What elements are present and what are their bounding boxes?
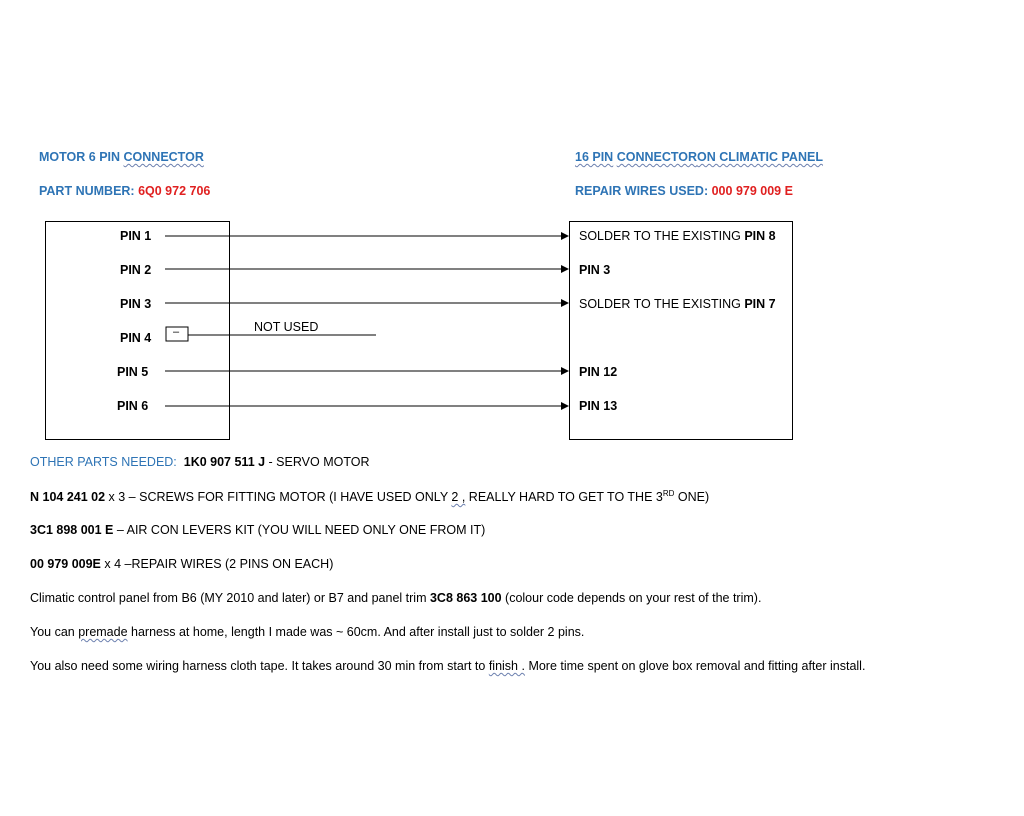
motor-pin-4: PIN 4	[120, 331, 152, 345]
not-used-label: NOT USED	[254, 320, 319, 334]
motor-pin-3: PIN 3	[120, 297, 152, 311]
repair-wires-used: REPAIR WIRES USED: 000 979 009 E	[575, 184, 793, 198]
panel-target-3: SOLDER TO THE EXISTING PIN 7	[579, 297, 776, 311]
pin4-mark: –	[173, 326, 180, 338]
panel-target-2: PIN 3	[579, 263, 611, 277]
harness-line: You can premade harness at home, length I made was ~ 60cm. And after install just to solder 2 pins.	[30, 625, 585, 639]
panel-target-1: SOLDER TO THE EXISTING PIN 8	[579, 229, 776, 243]
motor-part-number: PART NUMBER: 6Q0 972 706	[39, 184, 211, 198]
panel-connector-title: 16 PIN CONNECTORON CLIMATIC PANEL	[575, 150, 823, 164]
tape-line: You also need some wiring harness cloth tape. It takes around 30 min from start to finish . More time spent on glove box removal and fitting after install.	[30, 659, 866, 673]
climatic-panel-line: Climatic control panel from B6 (MY 2010 and later) or B7 and panel trim 3C8 863 100 (colour code depends on your rest of the trim).	[30, 591, 762, 605]
panel-target-5: PIN 13	[579, 399, 618, 413]
motor-pin-1: PIN 1	[120, 229, 152, 243]
repair-wires-line: 00 979 009E x 4 –REPAIR WIRES (2 PINS ON EACH)	[30, 557, 334, 571]
motor-pin-6: PIN 6	[117, 399, 149, 413]
other-parts-line: OTHER PARTS NEEDED: 1K0 907 511 J - SERVO MOTOR	[30, 455, 370, 469]
levers-line: 3C1 898 001 E – AIR CON LEVERS KIT (YOU WILL NEED ONLY ONE FROM IT)	[30, 523, 486, 537]
screws-line: N 104 241 02 x 3 – SCREWS FOR FITTING MOTOR (I HAVE USED ONLY 2 , REALLY HARD TO GET TO THE 3RD ONE)	[30, 489, 710, 505]
motor-pin-2: PIN 2	[120, 263, 152, 277]
panel-target-4: PIN 12	[579, 365, 618, 379]
motor-pin-5: PIN 5	[117, 365, 149, 379]
motor-connector-title: MOTOR 6 PIN CONNECTOR	[39, 150, 204, 164]
